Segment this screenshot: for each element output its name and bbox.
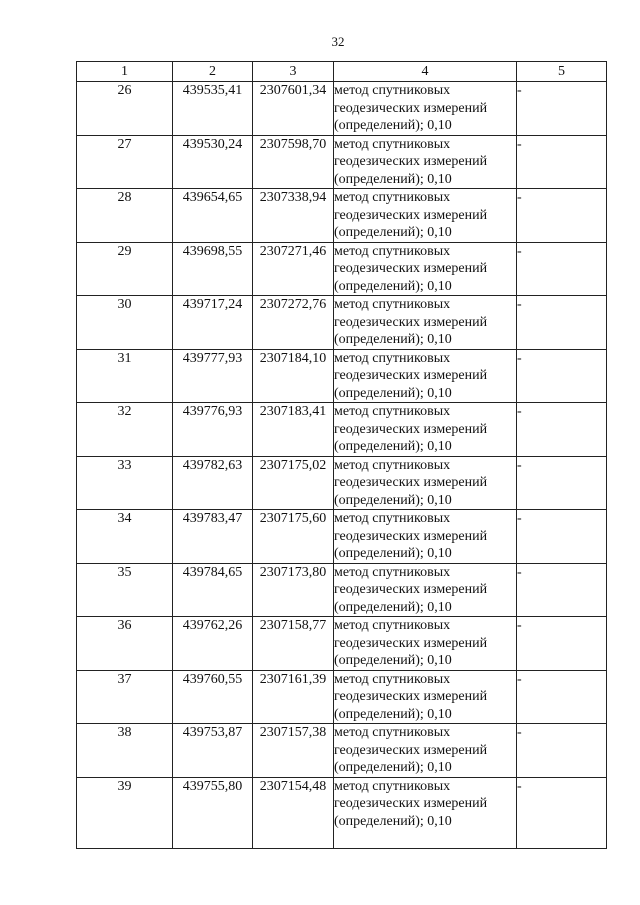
y-coordinate-cell: 2307173,80 <box>253 563 334 617</box>
point-number-cell: 27 <box>77 135 173 189</box>
table-row <box>77 135 607 189</box>
table-row <box>77 296 607 350</box>
method-accuracy-cell: метод спутниковых геодезических измерений (определений); 0,10 <box>334 724 517 778</box>
point-number-cell: 26 <box>77 82 173 136</box>
x-coordinate-cell: 439717,24 <box>173 296 253 350</box>
table-row <box>77 777 607 848</box>
x-coordinate-cell: 439654,65 <box>173 189 253 243</box>
method-accuracy-cell: метод спутниковых геодезических измерений (определений); 0,10 <box>334 456 517 510</box>
note-cell: - <box>517 670 607 724</box>
y-coordinate-cell: 2307601,34 <box>253 82 334 136</box>
table-row <box>77 242 607 296</box>
table-row <box>77 617 607 671</box>
point-number-cell: 33 <box>77 456 173 510</box>
note-cell: - <box>517 617 607 671</box>
x-coordinate-cell: 439784,65 <box>173 563 253 617</box>
table-row <box>77 189 607 243</box>
point-number-cell: 35 <box>77 563 173 617</box>
method-accuracy-cell: метод спутниковых геодезических измерений (определений); 0,10 <box>334 349 517 403</box>
y-coordinate-cell: 2307272,76 <box>253 296 334 350</box>
note-cell: - <box>517 135 607 189</box>
table-row <box>77 510 607 564</box>
y-coordinate-cell: 2307184,10 <box>253 349 334 403</box>
method-accuracy-cell: метод спутниковых геодезических измерений (определений); 0,10 <box>334 563 517 617</box>
y-coordinate-cell: 2307598,70 <box>253 135 334 189</box>
note-cell: - <box>517 456 607 510</box>
y-coordinate-cell: 2307161,39 <box>253 670 334 724</box>
note-cell: - <box>517 724 607 778</box>
column-header-4: 4 <box>334 62 517 82</box>
x-coordinate-cell: 439782,63 <box>173 456 253 510</box>
column-header-2: 2 <box>173 62 253 82</box>
point-number-cell: 31 <box>77 349 173 403</box>
note-cell: - <box>517 563 607 617</box>
note-cell: - <box>517 296 607 350</box>
page-number: 32 <box>331 34 345 49</box>
table-row <box>77 456 607 510</box>
point-number-cell: 38 <box>77 724 173 778</box>
note-cell: - <box>517 403 607 457</box>
point-number-cell: 37 <box>77 670 173 724</box>
note-cell: - <box>517 777 607 848</box>
note-cell: - <box>517 189 607 243</box>
point-number-cell: 34 <box>77 510 173 564</box>
x-coordinate-cell: 439783,47 <box>173 510 253 564</box>
method-accuracy-cell: метод спутниковых геодезических измерений (определений); 0,10 <box>334 189 517 243</box>
y-coordinate-cell: 2307271,46 <box>253 242 334 296</box>
x-coordinate-cell: 439753,87 <box>173 724 253 778</box>
x-coordinate-cell: 439698,55 <box>173 242 253 296</box>
method-accuracy-cell: метод спутниковых геодезических измерений (определений); 0,10 <box>334 510 517 564</box>
y-coordinate-cell: 2307175,02 <box>253 456 334 510</box>
point-number-cell: 36 <box>77 617 173 671</box>
table-row <box>77 670 607 724</box>
x-coordinate-cell: 439760,55 <box>173 670 253 724</box>
x-coordinate-cell: 439762,26 <box>173 617 253 671</box>
coordinates-table <box>76 61 607 849</box>
table-row <box>77 563 607 617</box>
column-header-1: 1 <box>77 62 173 82</box>
note-cell: - <box>517 242 607 296</box>
table-row <box>77 724 607 778</box>
table-row <box>77 82 607 136</box>
y-coordinate-cell: 2307158,77 <box>253 617 334 671</box>
x-coordinate-cell: 439530,24 <box>173 135 253 189</box>
y-coordinate-cell: 2307183,41 <box>253 403 334 457</box>
point-number-cell: 28 <box>77 189 173 243</box>
point-number-cell: 29 <box>77 242 173 296</box>
table-row <box>77 403 607 457</box>
table-header-row <box>77 62 607 82</box>
method-accuracy-cell: метод спутниковых геодезических измерений (определений); 0,10 <box>334 617 517 671</box>
method-accuracy-cell: метод спутниковых геодезических измерений (определений); 0,10 <box>334 296 517 350</box>
table-row <box>77 349 607 403</box>
y-coordinate-cell: 2307154,48 <box>253 777 334 848</box>
x-coordinate-cell: 439776,93 <box>173 403 253 457</box>
x-coordinate-cell: 439535,41 <box>173 82 253 136</box>
column-header-5: 5 <box>517 62 607 82</box>
point-number-cell: 39 <box>77 777 173 848</box>
y-coordinate-cell: 2307157,38 <box>253 724 334 778</box>
note-cell: - <box>517 510 607 564</box>
x-coordinate-cell: 439755,80 <box>173 777 253 848</box>
point-number-cell: 32 <box>77 403 173 457</box>
note-cell: - <box>517 349 607 403</box>
method-accuracy-cell: метод спутниковых геодезических измерений (определений); 0,10 <box>334 670 517 724</box>
x-coordinate-cell: 439777,93 <box>173 349 253 403</box>
method-accuracy-cell: метод спутниковых геодезических измерений (определений); 0,10 <box>334 135 517 189</box>
method-accuracy-cell: метод спутниковых геодезических измерений (определений); 0,10 <box>334 242 517 296</box>
y-coordinate-cell: 2307175,60 <box>253 510 334 564</box>
method-accuracy-cell: метод спутниковых геодезических измерений (определений); 0,10 <box>334 403 517 457</box>
point-number-cell: 30 <box>77 296 173 350</box>
method-accuracy-cell: метод спутниковых геодезических измерений (определений); 0,10 <box>334 82 517 136</box>
note-cell: - <box>517 82 607 136</box>
method-accuracy-cell: метод спутниковых геодезических измерений (определений); 0,10 <box>334 777 517 848</box>
y-coordinate-cell: 2307338,94 <box>253 189 334 243</box>
column-header-3: 3 <box>253 62 334 82</box>
